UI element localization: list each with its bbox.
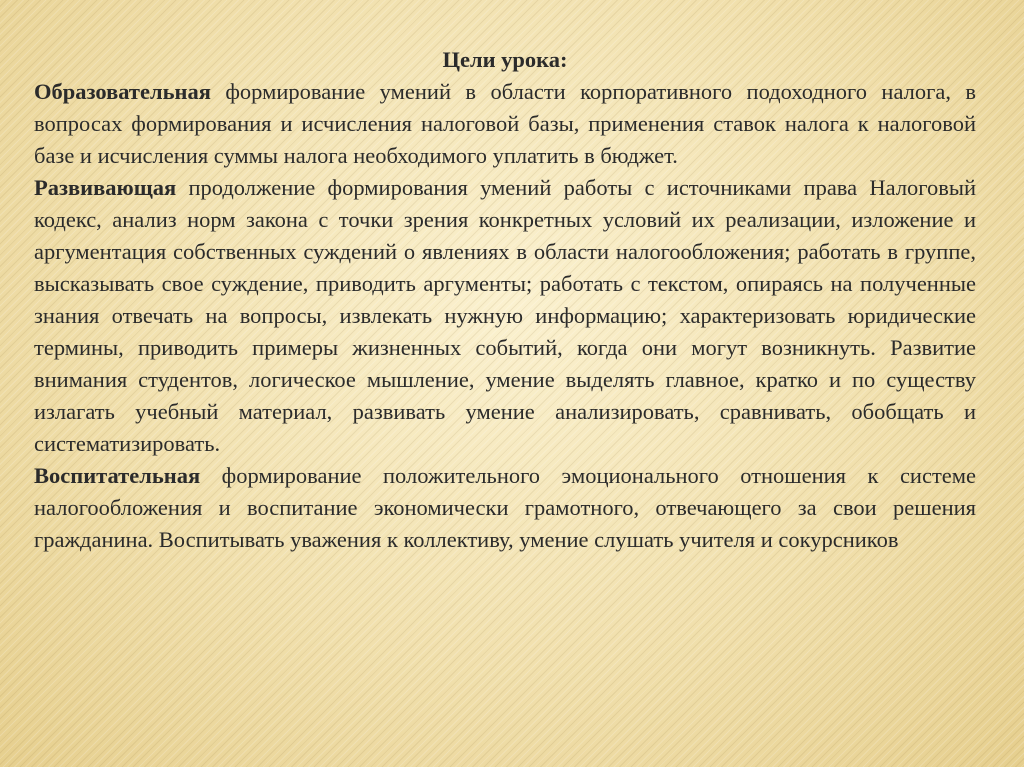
goal-educational [34,76,976,172]
goal-educational-text: формирование умений в области корпоративного подоходного налога, в вопросах формирования и исчисления налоговой базы, применения ставок налога к налоговой базе и исчисления суммы налога необходимого уплатить в бюджет. [34,79,977,168]
goal-developing-text: продолжение формирования умений работы с источниками права Налоговый кодекс, анализ норм закона с точки зрения конкретных условий их реализации, изложение и аргументация собственных суждений о явлениях в области налогообложения; работать в группе, высказывать свое суждение, приводить аргументы; работать с текстом, опираясь на полученные знания отвечать на вопросы, извлекать нужную информацию; характеризовать юридические термины, приводить примеры жизненных событий, когда они могут возникнуть. Развитие внимания студентов, логическое мышление, умение выделять главное, кратко и по существу излагать учебный материал, развивать умение анализировать, сравнивать, обобщать и систематизировать. [34,175,977,456]
lesson-goals-text [34,44,976,556]
goal-developing [34,172,976,460]
goal-upbringing-label: Воспитательная [34,463,201,488]
goal-developing-label: Развивающая [34,175,177,200]
goal-upbringing [34,460,976,556]
goal-educational-label: Образовательная [34,79,211,104]
slide-title: Цели урока: [442,47,568,72]
goal-upbringing-text: формирование положительного эмоционального отношения к системе налогообложения и воспитание экономически грамотного, отвечающего за свои решения гражданина. Воспитывать уважения к коллективу, умение слушать учителя и сокурсников [34,463,977,552]
